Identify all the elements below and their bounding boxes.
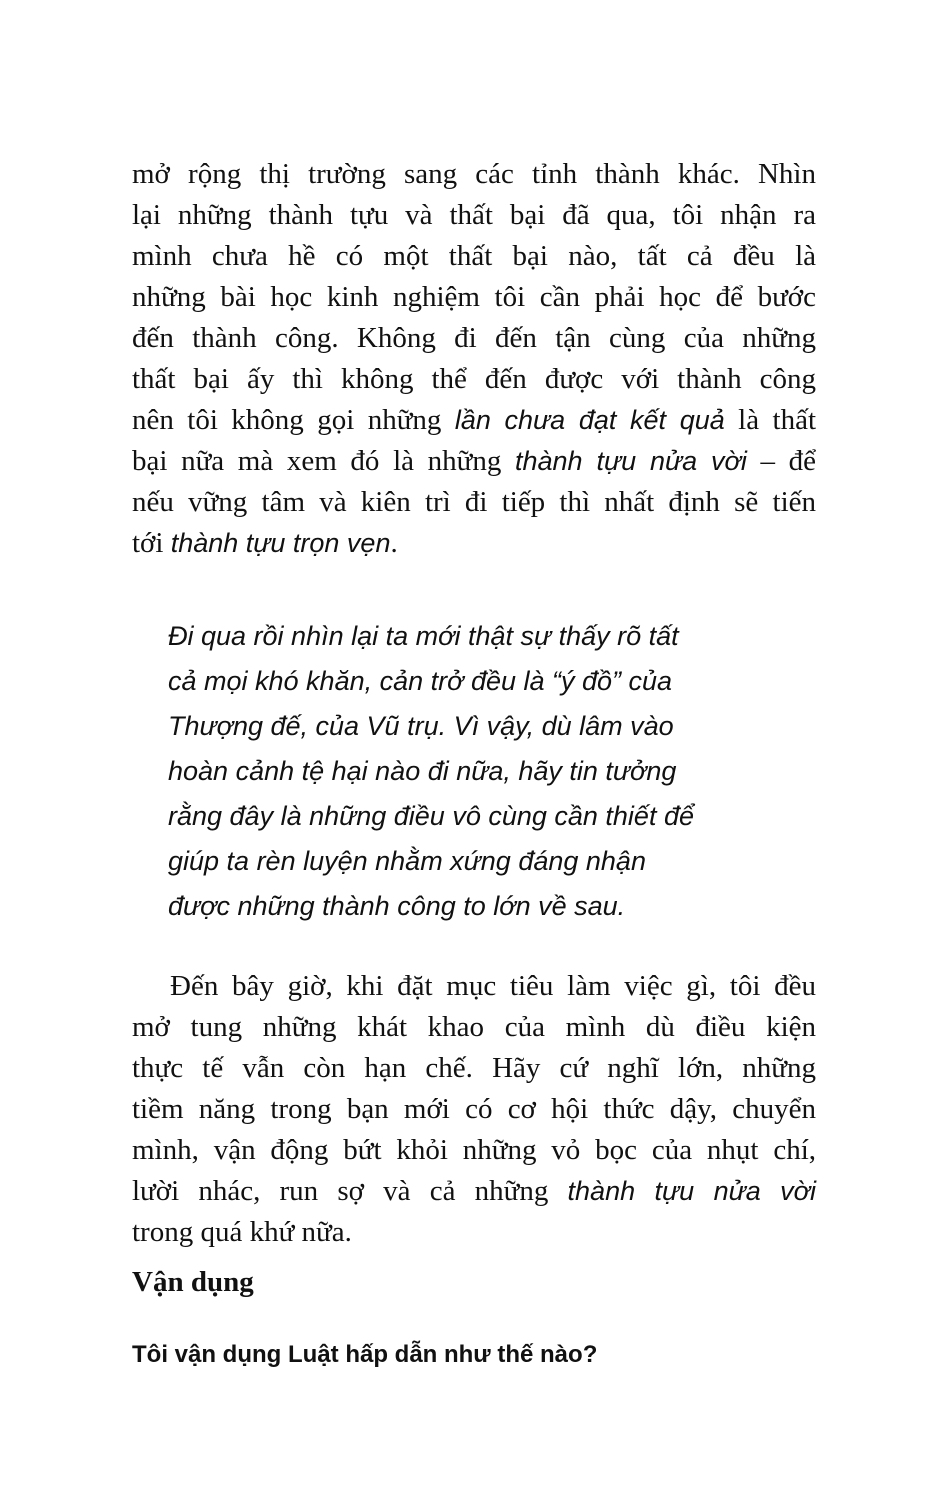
paragraph-line: lại những thành tựu và thất bại đã qua, tôi nhận ra [132, 199, 816, 231]
italic-phrase: thành tựu trọn vẹn [170, 528, 391, 558]
quote-line: cả mọi khó khăn, cản trở đều là “ý đồ” của [168, 666, 673, 696]
paragraph-line: tiềm năng trong bạn mới có cơ hội thức dậy, chuyển [132, 1093, 816, 1125]
section-heading: Vận dụng [132, 1266, 254, 1298]
italic-quote [168, 614, 788, 929]
paragraph-line: thất bại ấy thì không thể đến được với thành công [132, 363, 816, 395]
paragraph-line: mình, vận động bứt khỏi những vỏ bọc của nhụt chí, [132, 1134, 816, 1166]
text-run: lười nhác, run sợ và cả những [132, 1175, 568, 1207]
paragraph-line [132, 400, 816, 441]
paragraph-line [132, 1171, 816, 1212]
paragraph-line [132, 441, 816, 482]
text-run: tới [132, 527, 171, 559]
quote-line: Thượng đế, của Vũ trụ. Vì vậy, dù lâm vào [168, 711, 674, 741]
paragraph-line [132, 523, 816, 564]
paragraph-line: Đến bây giờ, khi đặt mục tiêu làm việc gì, tôi đều [170, 970, 816, 1002]
paragraph-line: nếu vững tâm và kiên trì đi tiếp thì nhất định sẽ tiến [132, 486, 816, 518]
italic-phrase: thành tựu nửa vời [567, 1176, 816, 1206]
paragraph-line: thực tế vẫn còn hạn chế. Hãy cứ nghĩ lớn, những [132, 1052, 816, 1084]
paragraph-1 [132, 154, 816, 564]
text-run: bại nữa mà xem đó là những [132, 445, 515, 477]
quote-line: được những thành công to lớn về sau. [168, 891, 626, 921]
paragraph-line: mở tung những khát khao của mình dù điều kiện [132, 1011, 816, 1043]
text-run: là thất [724, 404, 817, 436]
quote-line: Đi qua rồi nhìn lại ta mới thật sự thấy rõ tất [168, 621, 679, 651]
paragraph-2 [132, 966, 816, 1253]
quote-line: giúp ta rèn luyện nhằm xứng đáng nhận [168, 846, 646, 876]
paragraph-line: mở rộng thị trường sang các tỉnh thành khác. Nhìn [132, 158, 816, 190]
paragraph-line: những bài học kinh nghiệm tôi cần phải học để bước [132, 281, 816, 313]
text-run: – để [746, 445, 816, 477]
quote-line: rằng đây là những điều vô cùng cần thiết để [168, 801, 694, 831]
paragraph-line: mình chưa hề có một thất bại nào, tất cả đều là [132, 240, 816, 272]
paragraph-line: trong quá khứ nữa. [132, 1216, 352, 1248]
paragraph-line: đến thành công. Không đi đến tận cùng của những [132, 322, 816, 354]
quote-line: hoàn cảnh tệ hại nào đi nữa, hãy tin tưởng [168, 756, 677, 786]
subheading: Tôi vận dụng Luật hấp dẫn như thế nào? [132, 1341, 598, 1368]
text-run: nên tôi không gọi những [132, 404, 455, 436]
italic-phrase: thành tựu nửa vời [515, 446, 747, 476]
text-run: . [390, 527, 398, 559]
italic-phrase: lần chưa đạt kết quả [454, 405, 725, 435]
